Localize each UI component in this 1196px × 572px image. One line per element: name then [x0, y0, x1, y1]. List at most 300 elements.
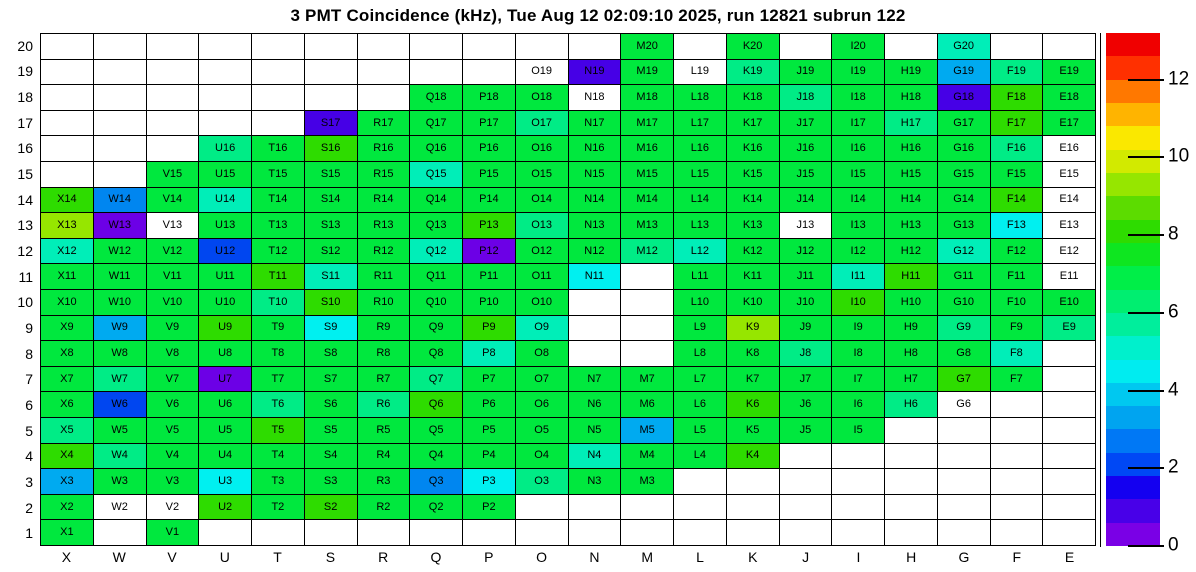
heatmap-cell	[938, 469, 990, 494]
heatmap-cell	[41, 111, 93, 136]
heatmap-cell: R9	[358, 316, 410, 341]
heatmap-cell: M19	[621, 60, 673, 85]
heatmap-cell: M3	[621, 469, 673, 494]
heatmap-cell: R7	[358, 367, 410, 392]
heatmap-cell: L18	[674, 85, 726, 110]
heatmap-cell: U11	[199, 264, 251, 289]
heatmap-cell: I12	[832, 239, 884, 264]
heatmap-cell: X3	[41, 469, 93, 494]
heatmap-cell	[358, 85, 410, 110]
heatmap-cell	[832, 495, 884, 520]
heatmap-cell: E16	[1043, 136, 1095, 161]
heatmap-cell: P17	[463, 111, 515, 136]
colorbar-tick	[1128, 79, 1164, 81]
heatmap-cell: U12	[199, 239, 251, 264]
x-axis-tick-label: M	[641, 549, 654, 565]
colorbar-tick-label: 2	[1168, 456, 1179, 478]
heatmap-cell	[358, 60, 410, 85]
heatmap-cell: R4	[358, 444, 410, 469]
heatmap-cell	[1043, 469, 1095, 494]
heatmap-cell	[410, 60, 462, 85]
heatmap-cell: J18	[780, 85, 832, 110]
heatmap-cell	[252, 60, 304, 85]
heatmap-cell: N7	[569, 367, 621, 392]
heatmap-cell: V12	[147, 239, 199, 264]
colorbar-band	[1106, 476, 1160, 499]
heatmap-cell: K9	[727, 316, 779, 341]
heatmap-cell: T15	[252, 162, 304, 187]
heatmap-cell: X14	[41, 188, 93, 213]
x-axis-tick-label: V	[167, 549, 177, 565]
x-axis-tick-label: T	[273, 549, 282, 565]
heatmap-cell: V5	[147, 418, 199, 443]
heatmap-cell: W12	[94, 239, 146, 264]
heatmap-cell	[252, 520, 304, 545]
heatmap-cell: U13	[199, 213, 251, 238]
heatmap-cell: P9	[463, 316, 515, 341]
heatmap-cell	[938, 520, 990, 545]
y-axis-tick-label: 19	[17, 63, 33, 80]
heatmap-cell: T10	[252, 290, 304, 315]
heatmap-cell	[1043, 520, 1095, 545]
heatmap-cell: M6	[621, 392, 673, 417]
heatmap-cell: V1	[147, 520, 199, 545]
heatmap-cell: I5	[832, 418, 884, 443]
heatmap-cell: R11	[358, 264, 410, 289]
heatmap-cell: O11	[516, 264, 568, 289]
heatmap-cell: V13	[147, 213, 199, 238]
heatmap-cell: O19	[516, 60, 568, 85]
heatmap-cell: E15	[1043, 162, 1095, 187]
heatmap-cell	[991, 444, 1043, 469]
heatmap-cell	[516, 520, 568, 545]
heatmap-cell: K5	[727, 418, 779, 443]
heatmap-cell: J10	[780, 290, 832, 315]
heatmap-cell: W6	[94, 392, 146, 417]
heatmap-cell: I15	[832, 162, 884, 187]
heatmap-cell: M13	[621, 213, 673, 238]
heatmap-cell	[885, 34, 937, 59]
heatmap-cell: V7	[147, 367, 199, 392]
heatmap-cell: J19	[780, 60, 832, 85]
heatmap-cell: U4	[199, 444, 251, 469]
heatmap-cell	[410, 34, 462, 59]
y-axis-tick-label: 2	[25, 499, 33, 516]
heatmap-cell: J15	[780, 162, 832, 187]
heatmap-cell: U7	[199, 367, 251, 392]
heatmap-cell: O7	[516, 367, 568, 392]
heatmap-cell: T14	[252, 188, 304, 213]
heatmap-cell: P7	[463, 367, 515, 392]
heatmap-cell: G7	[938, 367, 990, 392]
heatmap-cell: L4	[674, 444, 726, 469]
heatmap-cell: E18	[1043, 85, 1095, 110]
heatmap-cell: N18	[569, 85, 621, 110]
heatmap-cell: Q16	[410, 136, 462, 161]
heatmap-cell: I16	[832, 136, 884, 161]
heatmap-cell: H8	[885, 341, 937, 366]
x-axis-tick-label: L	[696, 549, 704, 565]
heatmap-cell	[621, 264, 673, 289]
colorbar-tick	[1128, 545, 1164, 547]
heatmap-cell	[41, 60, 93, 85]
colorbar-tick-label: 4	[1168, 379, 1179, 401]
y-axis-tick-label: 6	[25, 396, 33, 413]
heatmap-cell	[463, 520, 515, 545]
heatmap-cell: V3	[147, 469, 199, 494]
heatmap-cell: R13	[358, 213, 410, 238]
heatmap-cell: I13	[832, 213, 884, 238]
y-axis-tick-label: 13	[17, 217, 33, 234]
heatmap-cell	[41, 85, 93, 110]
heatmap-cell: J12	[780, 239, 832, 264]
heatmap-cell: R2	[358, 495, 410, 520]
heatmap-cell: K15	[727, 162, 779, 187]
x-axis-tick-label: N	[589, 549, 600, 565]
heatmap-cell: E12	[1043, 239, 1095, 264]
heatmap-cell	[991, 34, 1043, 59]
heatmap-cell	[199, 85, 251, 110]
heatmap-cell: R3	[358, 469, 410, 494]
heatmap-cell: H14	[885, 188, 937, 213]
colorbar-band	[1106, 196, 1160, 219]
heatmap-cell	[516, 34, 568, 59]
heatmap-cell: T12	[252, 239, 304, 264]
heatmap-cell: J6	[780, 392, 832, 417]
x-axis-labels	[40, 549, 1096, 567]
heatmap-cell	[885, 418, 937, 443]
heatmap-cell: I20	[832, 34, 884, 59]
heatmap-cell: V6	[147, 392, 199, 417]
heatmap-cell	[569, 495, 621, 520]
heatmap-cell: J16	[780, 136, 832, 161]
heatmap-cell: W2	[94, 495, 146, 520]
heatmap-cell: R17	[358, 111, 410, 136]
heatmap-cell: L6	[674, 392, 726, 417]
heatmap-cell	[569, 341, 621, 366]
colorbar-band	[1106, 360, 1160, 383]
heatmap-cell: W13	[94, 213, 146, 238]
heatmap-cell: Q2	[410, 495, 462, 520]
heatmap-cell: U8	[199, 341, 251, 366]
y-axis-tick-label: 20	[17, 37, 33, 54]
heatmap-cell	[885, 520, 937, 545]
heatmap-cell: O10	[516, 290, 568, 315]
colorbar-band	[1106, 313, 1160, 336]
heatmap-cell: I8	[832, 341, 884, 366]
heatmap-cell: M15	[621, 162, 673, 187]
heatmap-cell: V8	[147, 341, 199, 366]
heatmap-cell: X2	[41, 495, 93, 520]
heatmap-cell: E10	[1043, 290, 1095, 315]
heatmap-cell: K17	[727, 111, 779, 136]
heatmap-cell: K16	[727, 136, 779, 161]
heatmap-cell: L14	[674, 188, 726, 213]
heatmap-cell: F11	[991, 264, 1043, 289]
colorbar-band	[1106, 406, 1160, 429]
heatmap-cell: O14	[516, 188, 568, 213]
heatmap-cell: L11	[674, 264, 726, 289]
heatmap-cell	[780, 34, 832, 59]
heatmap-cell: R8	[358, 341, 410, 366]
heatmap-cell: H17	[885, 111, 937, 136]
heatmap-cell	[621, 520, 673, 545]
colorbar-band	[1106, 80, 1160, 103]
heatmap-cell: T13	[252, 213, 304, 238]
heatmap-cell	[569, 520, 621, 545]
heatmap-cell: K7	[727, 367, 779, 392]
heatmap-cell: P2	[463, 495, 515, 520]
heatmap-cell	[41, 136, 93, 161]
heatmap-cell: P4	[463, 444, 515, 469]
heatmap-cell: M20	[621, 34, 673, 59]
colorbar-axis-line	[1100, 33, 1101, 547]
heatmap-cell	[147, 136, 199, 161]
heatmap-cell: F17	[991, 111, 1043, 136]
heatmap-cell: I7	[832, 367, 884, 392]
heatmap-cell: Q11	[410, 264, 462, 289]
heatmap-grid	[40, 33, 1096, 546]
heatmap-cell: I6	[832, 392, 884, 417]
heatmap-cell: V15	[147, 162, 199, 187]
colorbar-tick	[1128, 467, 1164, 469]
heatmap-cell: W8	[94, 341, 146, 366]
heatmap-cell: L9	[674, 316, 726, 341]
heatmap-cell: U10	[199, 290, 251, 315]
heatmap-cell: L10	[674, 290, 726, 315]
heatmap-cell: H15	[885, 162, 937, 187]
heatmap-cell: E14	[1043, 188, 1095, 213]
heatmap-cell	[938, 418, 990, 443]
heatmap-cell: M14	[621, 188, 673, 213]
colorbar-band	[1106, 453, 1160, 476]
heatmap-cell: R10	[358, 290, 410, 315]
heatmap-cell	[991, 392, 1043, 417]
heatmap-cell: S4	[305, 444, 357, 469]
x-axis-tick-label: G	[958, 549, 970, 565]
heatmap-cell: U14	[199, 188, 251, 213]
heatmap-cell	[832, 469, 884, 494]
heatmap-cell: I18	[832, 85, 884, 110]
heatmap-cell	[252, 34, 304, 59]
y-axis-tick-label: 8	[25, 345, 33, 362]
heatmap-cell: O3	[516, 469, 568, 494]
heatmap-cell: N4	[569, 444, 621, 469]
colorbar-tick	[1128, 390, 1164, 392]
heatmap-cell: Q8	[410, 341, 462, 366]
heatmap-cell: S6	[305, 392, 357, 417]
heatmap-cell: L12	[674, 239, 726, 264]
heatmap-cell: O18	[516, 85, 568, 110]
heatmap-cell: W14	[94, 188, 146, 213]
heatmap-cell: K8	[727, 341, 779, 366]
heatmap-cell: S11	[305, 264, 357, 289]
colorbar-tick-label: 10	[1168, 145, 1190, 167]
heatmap-cell: N16	[569, 136, 621, 161]
heatmap-cell: H11	[885, 264, 937, 289]
colorbar-tick	[1128, 312, 1164, 314]
heatmap-cell	[621, 495, 673, 520]
heatmap-cell: U2	[199, 495, 251, 520]
heatmap-cell	[199, 60, 251, 85]
heatmap-cell	[1043, 367, 1095, 392]
heatmap-cell: V9	[147, 316, 199, 341]
heatmap-cell: N12	[569, 239, 621, 264]
colorbar-band	[1106, 336, 1160, 359]
heatmap-cell: U5	[199, 418, 251, 443]
heatmap-cell	[305, 34, 357, 59]
colorbar-band	[1106, 499, 1160, 522]
heatmap-cell: O6	[516, 392, 568, 417]
heatmap-cell: P10	[463, 290, 515, 315]
heatmap-cell	[94, 34, 146, 59]
heatmap-cell	[41, 162, 93, 187]
heatmap-cell	[621, 316, 673, 341]
heatmap-cell: V4	[147, 444, 199, 469]
heatmap-cell: F10	[991, 290, 1043, 315]
heatmap-cell: H13	[885, 213, 937, 238]
heatmap-cell: P8	[463, 341, 515, 366]
heatmap-cell: I11	[832, 264, 884, 289]
x-axis-tick-label: I	[856, 549, 861, 565]
heatmap-cell: Q7	[410, 367, 462, 392]
heatmap-cell: G17	[938, 111, 990, 136]
y-axis-tick-label: 1	[25, 525, 33, 542]
heatmap-cell: P14	[463, 188, 515, 213]
heatmap-cell: O15	[516, 162, 568, 187]
heatmap-cell: V11	[147, 264, 199, 289]
heatmap-cell: K10	[727, 290, 779, 315]
heatmap-cell: S8	[305, 341, 357, 366]
colorbar-band	[1106, 150, 1160, 173]
heatmap-cell: Q3	[410, 469, 462, 494]
heatmap-cell	[305, 60, 357, 85]
heatmap-cell: F14	[991, 188, 1043, 213]
heatmap-cell: Q10	[410, 290, 462, 315]
heatmap-cell: J9	[780, 316, 832, 341]
heatmap-cell	[1043, 392, 1095, 417]
heatmap-cell	[674, 495, 726, 520]
heatmap-cell: Q12	[410, 239, 462, 264]
heatmap-cell: K11	[727, 264, 779, 289]
heatmap-cell	[252, 111, 304, 136]
heatmap-cell	[305, 85, 357, 110]
heatmap-cell: M16	[621, 136, 673, 161]
heatmap-cell	[147, 85, 199, 110]
heatmap-cell: L5	[674, 418, 726, 443]
heatmap-cell: S17	[305, 111, 357, 136]
heatmap-cell	[463, 60, 515, 85]
x-axis-tick-label: J	[802, 549, 810, 565]
heatmap-cell: T6	[252, 392, 304, 417]
heatmap-cell: H12	[885, 239, 937, 264]
heatmap-cell: S7	[305, 367, 357, 392]
heatmap-cell	[1043, 444, 1095, 469]
chart-title: 3 PMT Coincidence (kHz), Tue Aug 12 02:09:10 2025, run 12821 subrun 122	[290, 6, 906, 25]
heatmap-cell: T3	[252, 469, 304, 494]
heatmap-cell: F18	[991, 85, 1043, 110]
heatmap-cell: U16	[199, 136, 251, 161]
heatmap-cell: O8	[516, 341, 568, 366]
heatmap-cell: H18	[885, 85, 937, 110]
heatmap-cell	[674, 520, 726, 545]
heatmap-cell: J14	[780, 188, 832, 213]
x-axis-tick-label: F	[1012, 549, 1022, 565]
heatmap-cell	[621, 290, 673, 315]
heatmap-cell: O16	[516, 136, 568, 161]
heatmap-cell: U3	[199, 469, 251, 494]
heatmap-cell: K12	[727, 239, 779, 264]
heatmap-cell: X8	[41, 341, 93, 366]
heatmap-cell	[621, 341, 673, 366]
heatmap-cell	[727, 520, 779, 545]
y-axis-tick-label: 15	[17, 166, 33, 183]
heatmap-cell: X6	[41, 392, 93, 417]
heatmap-cell: G19	[938, 60, 990, 85]
heatmap-cell: H7	[885, 367, 937, 392]
heatmap-cell	[674, 469, 726, 494]
colorbar-tick-label: 8	[1168, 223, 1179, 245]
heatmap-cell: X1	[41, 520, 93, 545]
heatmap-cell	[147, 111, 199, 136]
heatmap-cell	[780, 520, 832, 545]
x-axis-tick-label: Q	[430, 549, 442, 565]
heatmap-cell	[94, 520, 146, 545]
colorbar-band	[1106, 523, 1160, 546]
heatmap-cell: Q17	[410, 111, 462, 136]
heatmap-cell: E9	[1043, 316, 1095, 341]
heatmap-cell	[832, 444, 884, 469]
heatmap-cell: R12	[358, 239, 410, 264]
heatmap-cell: G6	[938, 392, 990, 417]
heatmap-cell	[94, 162, 146, 187]
colorbar-band	[1106, 290, 1160, 313]
heatmap-cell: Q18	[410, 85, 462, 110]
heatmap-cell	[94, 111, 146, 136]
heatmap-cell: G16	[938, 136, 990, 161]
x-axis-tick-label: W	[112, 549, 126, 565]
heatmap-cell: M17	[621, 111, 673, 136]
heatmap-cell: L15	[674, 162, 726, 187]
heatmap-cell: I14	[832, 188, 884, 213]
x-axis-tick-label: S	[325, 549, 336, 565]
heatmap-cell: G8	[938, 341, 990, 366]
heatmap-cell	[569, 290, 621, 315]
y-axis-tick-label: 5	[25, 422, 33, 439]
heatmap-cell	[410, 520, 462, 545]
colorbar-tick	[1128, 234, 1164, 236]
heatmap-cell: S12	[305, 239, 357, 264]
colorbar-band	[1106, 173, 1160, 196]
heatmap-cell	[991, 418, 1043, 443]
heatmap-cell: P11	[463, 264, 515, 289]
heatmap-cell	[94, 136, 146, 161]
heatmap-cell	[991, 520, 1043, 545]
heatmap-cell: J17	[780, 111, 832, 136]
heatmap-cell	[991, 495, 1043, 520]
heatmap-cell: H16	[885, 136, 937, 161]
heatmap-cell: S10	[305, 290, 357, 315]
heatmap-cell: L13	[674, 213, 726, 238]
heatmap-cell: Q9	[410, 316, 462, 341]
colorbar-band	[1106, 220, 1160, 243]
heatmap-cell	[1043, 341, 1095, 366]
heatmap-cell: G20	[938, 34, 990, 59]
heatmap-cell: F15	[991, 162, 1043, 187]
heatmap-cell: H6	[885, 392, 937, 417]
heatmap-cell: E11	[1043, 264, 1095, 289]
heatmap-cell: S2	[305, 495, 357, 520]
